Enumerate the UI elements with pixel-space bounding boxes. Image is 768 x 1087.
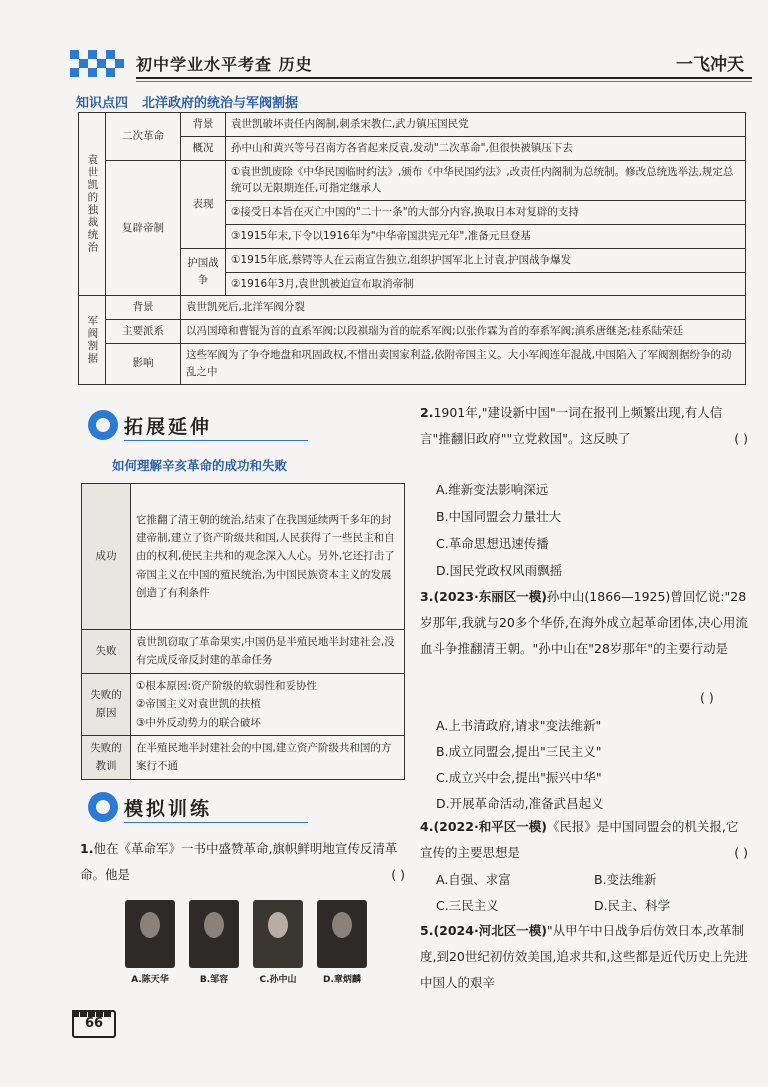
t2-label-fail: 失败 — [82, 630, 131, 674]
q3-number: 3. — [420, 589, 434, 604]
t2-text-lesson: 在半殖民地半封建社会的中国,建立资产阶级共和国的方案行不通 — [131, 735, 405, 779]
question-3 — [420, 584, 748, 662]
header-logo-squares — [70, 50, 130, 78]
huguo-label: 护国战争 — [181, 248, 226, 296]
question-4 — [420, 814, 748, 866]
q2-option-d[interactable]: D.国民党政权风雨飘摇 — [436, 563, 563, 578]
q3-option-a[interactable]: A.上书清政府,请求"变法维新" — [436, 718, 602, 733]
section-extend-rule — [124, 440, 308, 441]
q5-number: 5. — [420, 923, 434, 938]
q1-text: 他在《革命军》一书中盛赞革命,旗帜鲜明地宣传反清革命。他是 — [80, 841, 398, 882]
erci-bg-label: 背景 — [181, 113, 226, 137]
fubi-label: 复辟帝制 — [106, 160, 181, 296]
erci-gk-text: 孙中山和黄兴等号召南方各省起来反袁,发动"二次革命",但很快被镇压下去 — [226, 136, 746, 160]
q4-option-d[interactable]: D.民主、科学 — [594, 898, 671, 913]
portrait-a — [125, 900, 175, 968]
portrait-label-b: B.邹容 — [199, 975, 229, 985]
q5-source: (2024·河北区一模) — [433, 923, 547, 938]
q4-option-c[interactable]: C.三民主义 — [436, 898, 499, 913]
q4-option-b[interactable]: B.变法维新 — [594, 872, 657, 887]
t2-label-reason: 失败的原因 — [82, 673, 131, 735]
page-number-decoration — [72, 1002, 116, 1010]
q3-option-c[interactable]: C.成立兴中会,提出"振兴中华" — [436, 770, 602, 785]
extend-table — [81, 483, 405, 780]
q1-portraits — [125, 900, 365, 990]
q4-option-a[interactable]: A.自强、求富 — [436, 872, 511, 887]
q2-number: 2. — [420, 405, 434, 420]
section-sim-heading — [88, 792, 308, 824]
huguo-2: ②1916年3月,袁世凯被迫宣布取消帝制 — [226, 272, 746, 296]
extend-subtitle: 如何理解辛亥革命的成功和失败 — [112, 458, 288, 473]
q4-number: 4. — [420, 819, 434, 834]
portrait-label-a: A.陈天华 — [131, 975, 169, 985]
t2-text-success: 它推翻了清王朝的统治,结束了在我国延续两千多年的封建帝制,建立了资产阶级共和国,人民获得了一些民主和自由的权利,使民主共和的观念深入人心。另外,它还打击了帝国主义在中国的殖民统治,为中国民族资本主义的发展创造了有利条件 — [131, 484, 405, 630]
q5-text: "从甲午中日战争后仿效日本,改革制度,到20世纪初仿效美国,追求共和,这些都是近代历史上先进中国人的艰辛 — [420, 923, 748, 990]
jf-yx-label: 影响 — [106, 343, 181, 384]
q3-source: (2023·东丽区一模) — [433, 589, 547, 604]
t2-label-success: 成功 — [82, 484, 131, 630]
t2-text-reason: ①根本原因:资产阶级的软弱性和妥协性 ②帝国主义对袁世凯的扶植 ③中外反动势力的联合破坏 — [131, 673, 405, 735]
biaoxian-1: ①袁世凯废除《中华民国临时约法》,颁布《中华民国约法》,改责任内阁制为总统制。修改总统选举法,规定总统可以无限期连任,可指定继承人 — [226, 160, 746, 201]
portrait-b — [189, 900, 239, 968]
jf-bg-label: 背景 — [106, 296, 181, 320]
page-number: 66 — [72, 1010, 116, 1038]
q3-option-d[interactable]: D.开展革命活动,准备武昌起义 — [436, 796, 604, 811]
question-1 — [80, 836, 405, 888]
q2-answer-paren[interactable]: ( ) — [734, 431, 748, 446]
q4-source: (2022·和平区一模) — [433, 819, 547, 834]
biaoxian-2: ②接受日本旨在灭亡中国的"二十一条"的大部分内容,换取日本对复辟的支持 — [226, 201, 746, 225]
biaoxian-3: ③1915年末,下令以1916年为"中华帝国洪宪元年",准备元旦登基 — [226, 224, 746, 248]
t2-text-fail: 袁世凯窃取了革命果实,中国仍是半殖民地半封建社会,没有完成反帝反封建的革命任务 — [131, 630, 405, 674]
page-header — [70, 50, 752, 80]
portrait-d — [317, 900, 367, 968]
row-group-junfa: 军阀割据 — [79, 296, 106, 384]
jf-bg-text: 袁世凯死后,北洋军阀分裂 — [181, 296, 746, 320]
knowledge-point-text: 北洋政府的统治与军阀割据 — [142, 96, 299, 111]
q2-option-b[interactable]: B.中国同盟会力量壮大 — [436, 509, 562, 524]
huguo-1: ①1915年底,蔡锷等人在云南宣告独立,组织护国军北上讨袁,护国战争爆发 — [226, 248, 746, 272]
row-group-yuan: 袁世凯的独裁统治 — [79, 113, 106, 296]
q1-answer-paren[interactable]: ( ) — [391, 867, 405, 882]
q2-option-a[interactable]: A.维新变法影响深远 — [436, 482, 549, 497]
jf-pai-text: 以冯国璋和曹锟为首的直系军阀;以段祺瑞为首的皖系军阀;以张作霖为首的奉系军阀;滇系唐继尧;桂系陆荣廷 — [181, 320, 746, 344]
section-extend-heading — [88, 410, 308, 442]
header-title: 初中学业水平考查 历史 — [136, 55, 313, 74]
jf-pai-label: 主要派系 — [106, 320, 181, 344]
q3-option-b[interactable]: B.成立同盟会,提出"三民主义" — [436, 744, 602, 759]
portrait-label-d: D.章炳麟 — [323, 975, 361, 985]
header-brand: 一飞冲天 — [676, 55, 744, 75]
knowledge-table — [78, 112, 746, 385]
q3-text: 孙中山(1866—1925)曾回忆说:"28岁那年,我就与20多个华侨,在海外成立起革命团体,决心用流血斗争推翻清王朝。"孙中山在"28岁那年"的主要行动是 — [420, 589, 748, 656]
section-extend-icon — [88, 410, 118, 440]
header-rule-thin — [136, 81, 752, 82]
question-2 — [420, 400, 748, 452]
q2-option-c[interactable]: C.革命思想迅速传播 — [436, 536, 549, 551]
portrait-label-c: C.孙中山 — [259, 975, 297, 985]
section-extend-title: 拓展延伸 — [124, 416, 213, 438]
section-sim-title: 模拟训练 — [124, 798, 213, 820]
section-sim-rule — [124, 822, 308, 823]
jf-yx-text: 这些军阀为了争夺地盘和巩固政权,不惜出卖国家利益,依附帝国主义。大小军阀连年混战,中国陷入了军阀割据纷争的动乱之中 — [181, 343, 746, 384]
erci-bg-text: 袁世凯破坏责任内阁制,刺杀宋教仁,武力镇压国民党 — [226, 113, 746, 137]
portrait-c — [253, 900, 303, 968]
erci-label: 二次革命 — [106, 113, 181, 161]
erci-gk-label: 概况 — [181, 136, 226, 160]
knowledge-point-title — [76, 92, 312, 111]
knowledge-point-label: 知识点四 — [76, 96, 129, 111]
q3-answer-paren[interactable]: ( ) — [700, 690, 714, 705]
q4-text: 《民报》是中国同盟会的机关报,它宣传的主要思想是 — [420, 819, 739, 860]
q2-text: 1901年,"建设新中国"一词在报刊上频繁出现,有人信言"推翻旧政府""立党救国"。这反映了 — [420, 405, 723, 446]
biaoxian-label: 表现 — [181, 160, 226, 248]
section-sim-icon — [88, 792, 118, 822]
q1-number: 1. — [80, 841, 94, 856]
q4-answer-paren[interactable]: ( ) — [734, 845, 748, 860]
question-5 — [420, 918, 748, 996]
t2-label-lesson: 失败的教训 — [82, 735, 131, 779]
header-rule — [136, 77, 752, 79]
